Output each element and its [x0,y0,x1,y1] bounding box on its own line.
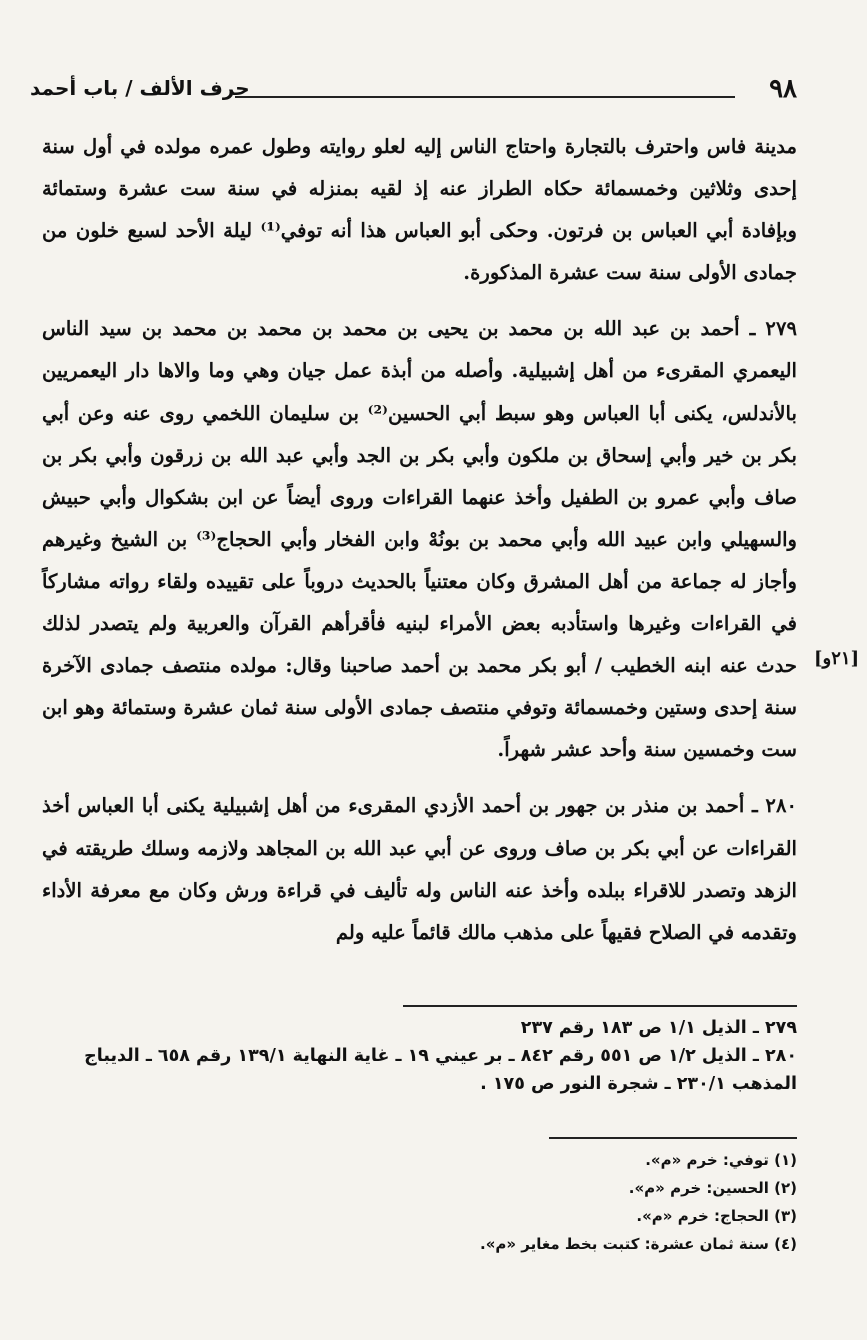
running-title: حرف الألف / باب أحمد [30,76,250,100]
footnote-2: (٢) الحسين: خرم «م». [628,1179,797,1197]
source-280: ٢٨٠ ـ الذيل ١/٢ ص ٥٥١ رقم ٨٤٢ ـ بر عيني ١٩ ـ غاية النهاية ١٣٩/١ رقم ٦٥٨ ـ الديباج المذهب ٢٣٠/١ ـ شجرة النور ص ١٧٥ . [84,1046,797,1094]
footnote-4: (٤) سنة ثمان عشرة: كتبت بخط مغاير «م». [480,1235,797,1253]
footnotes-rule [549,1137,797,1139]
footnotes-block [300,1146,797,1258]
body-text [42,126,797,954]
sources-block [30,1014,797,1098]
header-rule [235,96,735,98]
footnote-1: (١) توفي: خرم «م». [645,1151,797,1169]
paragraph-continuation: مدينة فاس واحترف بالتجارة واحتاج الناس إليه لعلو روايته وطول عمره مولده في أول سنة إحدى وثلاثين وخمسمائة حكاه الطراز عنه إذ لقيه بمنزله في سنة ست عشرة وستمائة وبإفادة أبي العباس بن فرتون. وحكى أبو العباس هذا أنه توفي⁽¹⁾ ليلة الأحد لسبع خلون من جمادى الأولى سنة ست عشرة المذكورة. [42,135,797,285]
entry-279: ٢٧٩ ـ أحمد بن عبد الله بن محمد بن يحيى بن محمد بن محمد بن محمد بن سيد الناس اليعمري المقرىء من أهل إشبيلية. وأصله من أبذة عمل جيان وهي وما والاها دار اليعمريين بالأندلس، يكنى أبا العباس وهو سبط أبي الحسين⁽²⁾ بن سليمان اللخمي روى عنه وعن أبي بكر بن خير وأبي إسحاق بن ملكون وأبي بكر بن الجد وأبي عبد الله بن زرقون وأبي بكر بن صاف وأبي عمرو بن الطفيل وأخذ عنهما القراءات وروى أيضاً عن ابن بشكوال وأبي حبيش والسهيلي وابن عبيد الله وأبي محمد بن بونُهْ وابن الفخار وأبي الحجاج⁽³⁾ بن الشيخ وغيرهم وأجاز له جماعة من أهل المشرق وكان معتنياً بالحديث دروباً على تقييده ولقاء رواته مشاركاً في القراءات وغيرها واستأدبه بعض الأمراء لبنيه فأقرأهم القرآن والعربية ولم يتصدر لذلك حدث عنه ابنه الخطيب / أبو بكر محمد بن أحمد صاحبنا وقال: مولده منتصف جمادى الآخرة سنة إحدى وستين وخمسمائة وتوفي منتصف جمادى الأولى سنة ثمان عشرة وستمائة وهو ابن ست وخمسين سنة وأحد عشر شهراً. [42,317,797,762]
source-279: ٢٧٩ ـ الذيل ١/١ ص ١٨٣ رقم ٢٣٧ [520,1018,797,1038]
page-header [30,74,797,114]
folio-margin-note: [٢١و] [814,648,860,669]
entry-280: ٢٨٠ ـ أحمد بن منذر بن جهور بن أحمد الأزدي المقرىء من أهل إشبيلية يكنى أبا العباس أخذ القراءات عن أبي بكر بن صاف وروى عن أبي عبد الله بن المجاهد ولازمه وسلك طريقته في الزهد وتصدر للاقراء ببلده وأخذ عنه الناس وله تأليف في قراءة ورش وكان مع معرفة الأداء وتقدمه في الصلاح فقيهاً على مذهب مالك قائماً عليه ولم [42,794,797,944]
page-number: ٩٨ [769,74,797,104]
sources-rule [403,1005,797,1007]
footnote-3: (٣) الحجاج: خرم «م». [636,1207,797,1225]
